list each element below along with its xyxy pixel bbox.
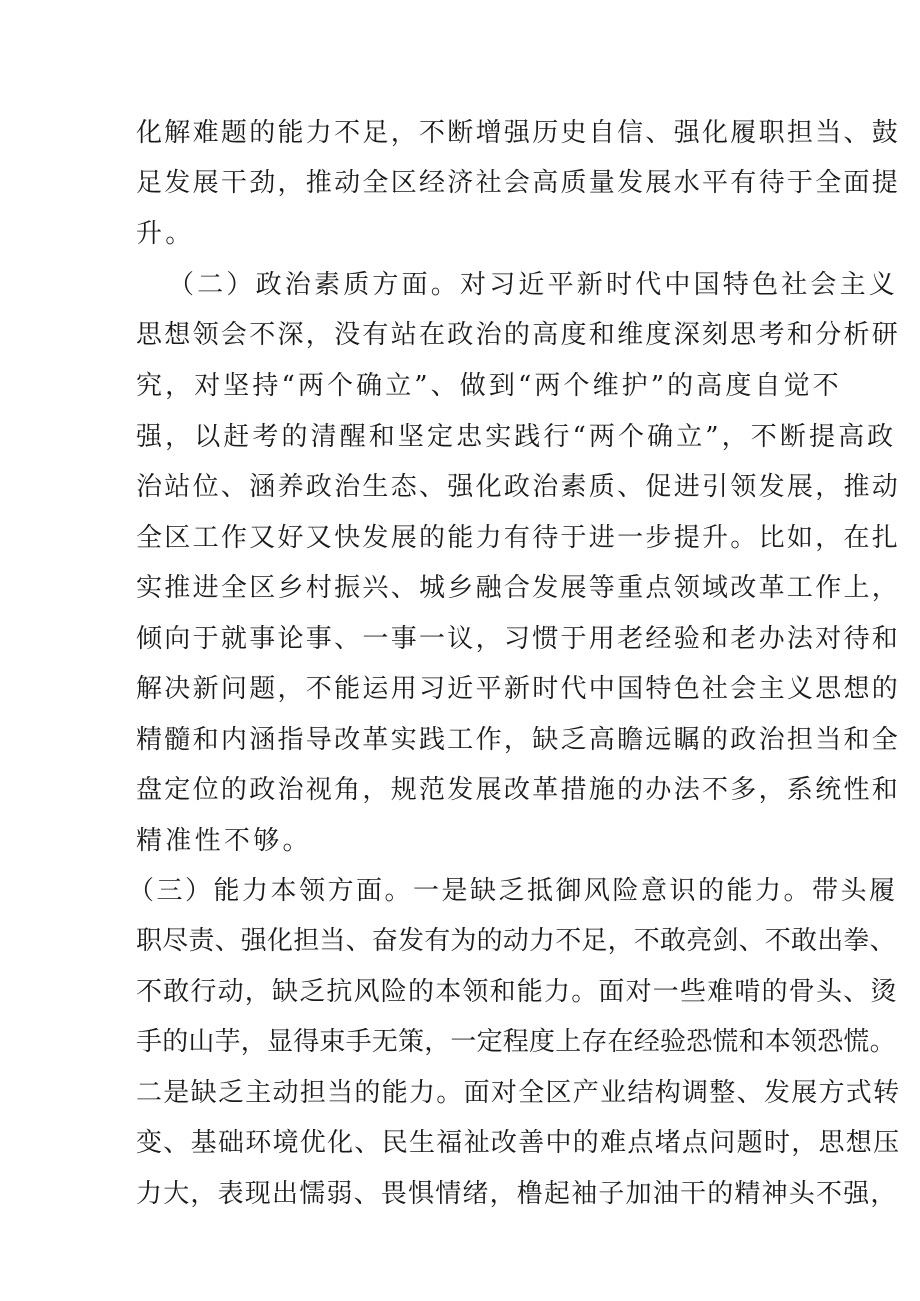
text-line: 全区工作又好又快发展的能力有待于进一步提升。比如，在扎	[136, 523, 901, 553]
text-line: 力大，表现出懦弱、畏惧情绪，橹起袖子加油干的精神头不强，	[136, 1179, 898, 1209]
text-line: 职尽责、强化担当、奋发有为的动力不足，不敢亮剑、不敢出拳、	[136, 926, 896, 956]
text-line: 强，以赶考的清醒和坚定忠实践行“两个确立”，不断提高政	[136, 422, 897, 452]
text-line: 手的山芋，显得束手无策，一定程度上存在经验恐慌和本领恐慌。	[136, 1027, 896, 1057]
text-line: 精准性不够。	[136, 826, 312, 856]
text-line: 倾向于就事论事、一事一议，习惯于用老经验和老办法对待和	[136, 624, 901, 654]
text-line: 解决新问题，不能运用习近平新时代中国特色社会主义思想的	[136, 674, 901, 704]
text-line: 思想领会不深，没有站在政治的高度和维度深刻思考和分析研	[136, 320, 901, 350]
text-line: 足发展干劲，推动全区经济社会高质量发展水平有待于全面提	[136, 168, 901, 198]
text-line: 变、基础环境优化、民生福祉改善中的难点堵点问题时，思想压	[136, 1128, 901, 1158]
text-line: （三）能力本领方面。一是缺乏抵御风险意识的能力。带头履	[128, 876, 898, 906]
text-line: 实推进全区乡村振兴、城乡融合发展等重点领域改革工作上，	[136, 573, 901, 603]
text-line: 精髓和内涵指导改革实践工作，缺乏高瞻远瞩的政治担当和全	[136, 725, 901, 755]
text-line: 不敢行动，缺乏抗风险的本领和能力。面对一些难啃的骨头、烫	[136, 977, 898, 1007]
text-line: 治站位、涵养政治生态、强化政治素质、促进引领发展，推动	[136, 472, 901, 502]
text-line: 升。	[136, 219, 195, 249]
text-line: 化解难题的能力不足，不断增强历史自信、强化履职担当、鼓	[136, 118, 901, 148]
text-line: 盘定位的政治视角，规范发展改革措施的办法不多，系统性和	[136, 775, 901, 805]
text-line: 究，对坚持“两个确立”、做到“两个维护”的高度自觉不	[136, 371, 842, 401]
text-line: （二）政治素质方面。对习近平新时代中国特色社会主义	[168, 270, 899, 300]
text-line: 二是缺乏主动担当的能力。面对全区产业结构调整、发展方式转	[136, 1078, 901, 1108]
